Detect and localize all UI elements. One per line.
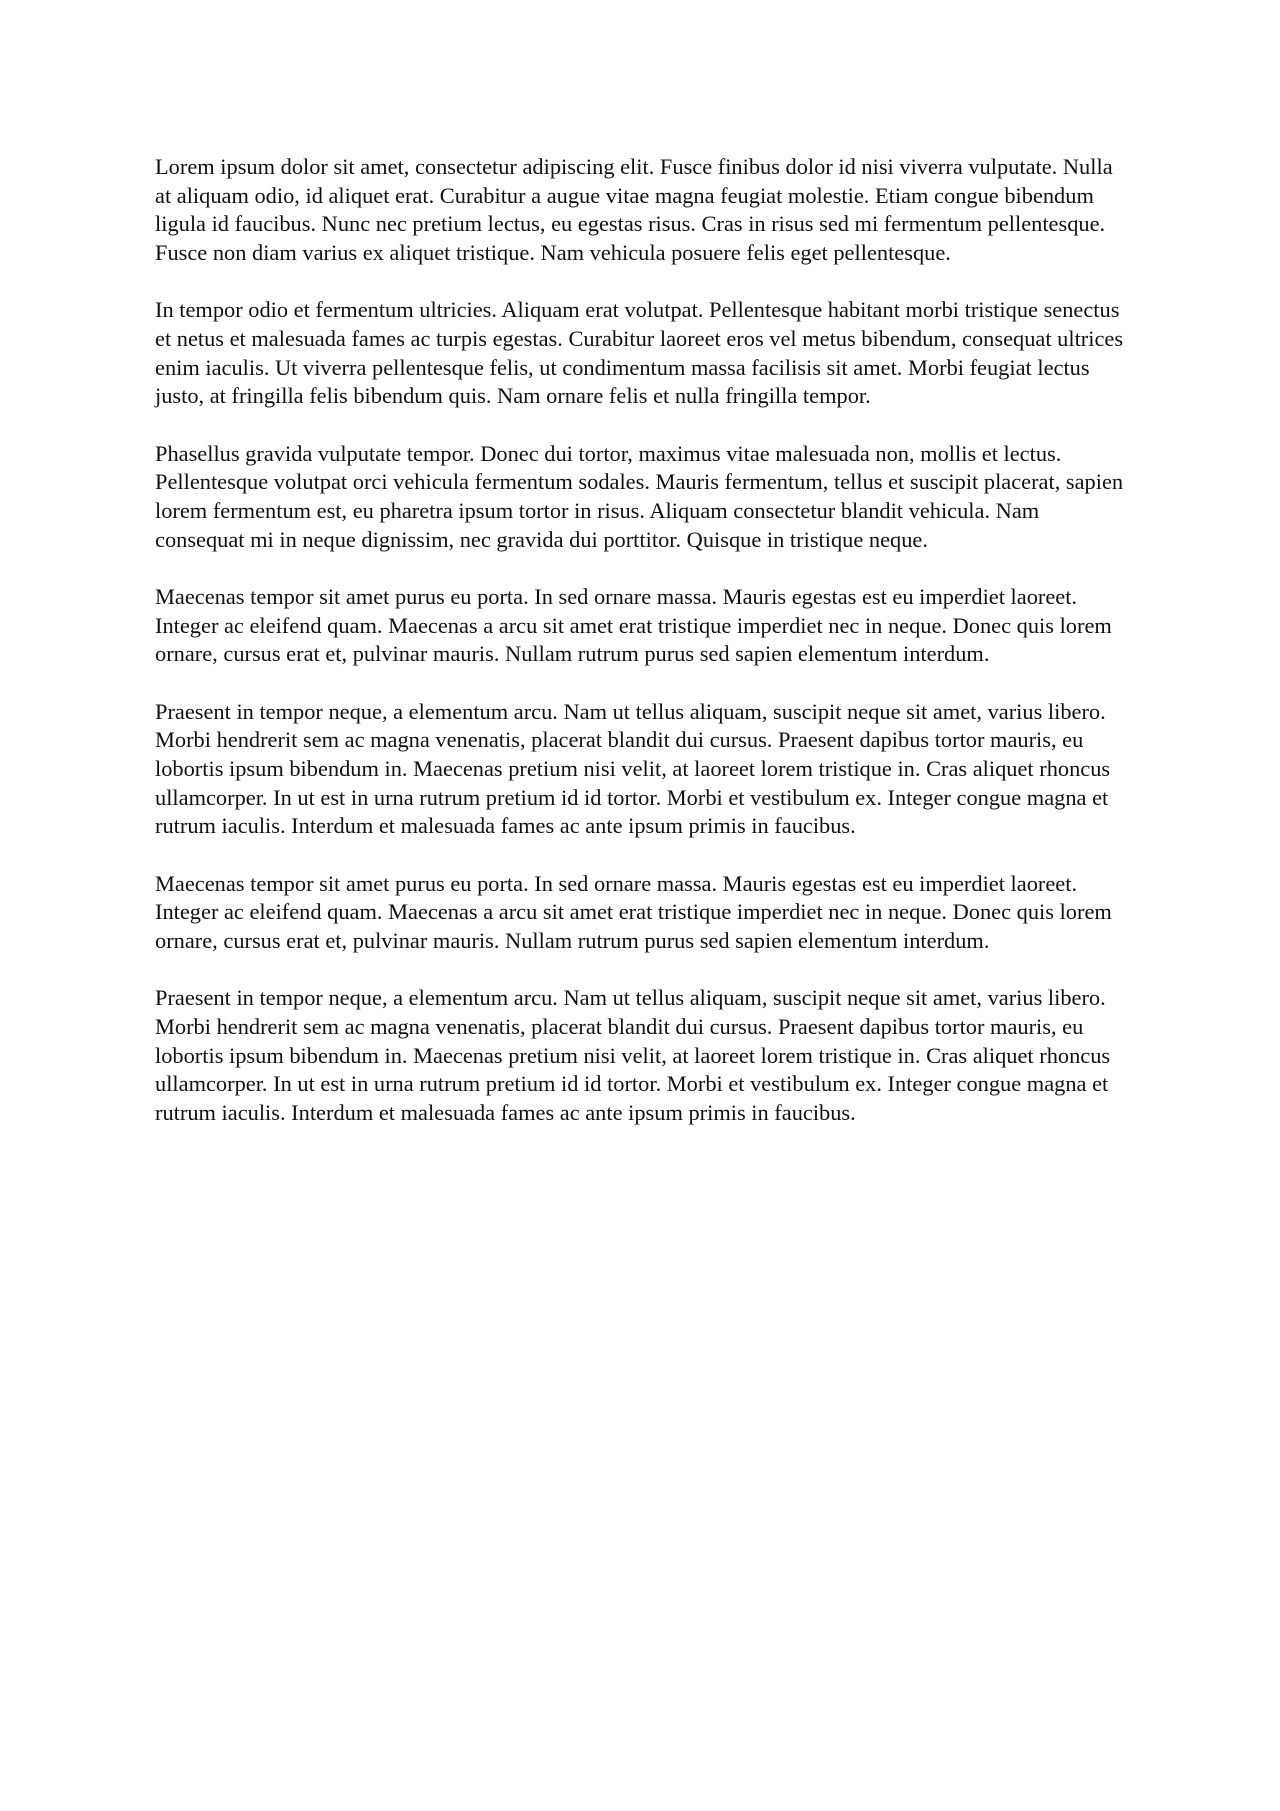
paragraph-4: Maecenas tempor sit amet purus eu porta. In sed ornare massa. Mauris egestas est eu imperdiet laoreet. Integer ac eleifend quam. Maecenas a arcu sit amet erat tristique imperdiet nec in neque. Donec quis lorem ornare, cursus erat et, pulvinar mauris. Nullam rutrum purus sed sapien elementum interdum.: [155, 583, 1112, 667]
paragraph-6: Maecenas tempor sit amet purus eu porta. In sed ornare massa. Mauris egestas est eu imperdiet laoreet. Integer ac eleifend quam. Maecenas a arcu sit amet erat tristique imperdiet nec in neque. Donec quis lorem ornare, cursus erat et, pulvinar mauris. Nullam rutrum purus sed sapien elementum interdum.: [155, 870, 1112, 953]
paragraph-1: Lorem ipsum dolor sit amet, consectetur adipiscing elit. Fusce finibus dolor id nisi viverra vulputate. Nulla at aliquam odio, id aliquet erat. Curabitur a augue vitae magna feugiat molestie. Etiam congue bibendum ligula id faucibus. Nunc nec pretium lectus, eu egestas risus. Cras in risus sed mi fermentum pellentesque. Fusce non diam varius ex aliquet tristique. Nam vehicula posuere felis eget pellentesque.: [155, 154, 1113, 266]
paragraph-2: In tempor odio et fermentum ultricies. Aliquam erat volutpat. Pellentesque habitant morbi tristique senectus et netus et malesuada fames ac turpis egestas. Curabitur laoreet eros vel metus bibendum, consequat ultrices enim iaculis. Ut viverra pellentesque felis, ut condimentum massa facilisis sit amet. Morbi feugiat lectus justo, at fringilla felis bibendum quis. Nam ornare felis et nulla fringilla tempor.: [155, 297, 1124, 409]
paragraph-7: Praesent in tempor neque, a elementum arcu. Nam ut tellus aliquam, suscipit neque sit amet, varius libero. Morbi hendrerit sem ac magna venenatis, placerat blandit dui cursus. Praesent dapibus tortor mauris, eu lobortis ipsum bibendum in. Maecenas pretium nisi velit, at laoreet lorem tristique in. Cras aliquet rhoncus ullamcorper. In ut est in urna rutrum pretium id id tortor. Morbi et vestibulum ex. Integer congue magna et rutrum iaculis. Interdum et malesuada fames ac ante ipsum primis in faucibus.: [155, 985, 1111, 1125]
paragraph-3: Phasellus gravida vulputate tempor. Donec dui tortor, maximus vitae malesuada non, mollis et lectus. Pellentesque volutpat orci vehicula fermentum sodales. Mauris fermentum, tellus et suscipit placerat, sapien lorem fermentum est, eu pharetra ipsum tortor in risus. Aliquam consectetur blandit vehicula. Nam consequat mi in neque dignissim, nec gravida dui porttitor. Quisque in tristique neque.: [155, 440, 1124, 552]
paragraph-5: Praesent in tempor neque, a elementum arcu. Nam ut tellus aliquam, suscipit neque sit amet, varius libero. Morbi hendrerit sem ac magna venenatis, placerat blandit dui cursus. Praesent dapibus tortor mauris, eu lobortis ipsum bibendum in. Maecenas pretium nisi velit, at laoreet lorem tristique in. Cras aliquet rhoncus ullamcorper. In ut est in urna rutrum pretium id id tortor. Morbi et vestibulum ex. Integer congue magna et rutrum iaculis. Interdum et malesuada fames ac ante ipsum primis in faucibus.: [155, 698, 1111, 839]
document-body: [155, 153, 1130, 1128]
